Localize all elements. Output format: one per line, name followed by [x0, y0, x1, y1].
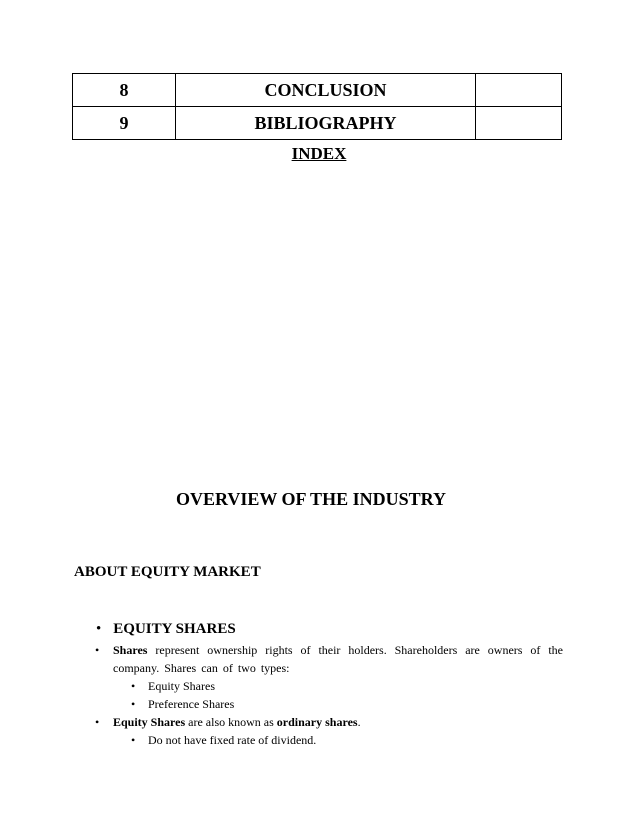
list-item — [131, 677, 215, 695]
equity-shares-mid-text: are also known as — [185, 715, 277, 729]
dividend-note: Do not have fixed rate of dividend. — [148, 733, 317, 747]
list-item — [131, 731, 317, 749]
toc-page — [476, 74, 562, 107]
equity-shares-end-text: . — [357, 715, 361, 729]
shares-description: represent ownership rights of their holders. Shareholders are owners of the company. Shares can of two types: — [113, 643, 563, 675]
bullet-icon: • — [131, 679, 136, 693]
list-item — [131, 695, 235, 713]
toc-row — [73, 107, 562, 140]
bullet-icon: • — [95, 643, 100, 657]
equity-shares-heading — [96, 621, 236, 638]
toc-row — [73, 74, 562, 107]
shares-paragraph — [95, 641, 563, 677]
toc-table — [72, 73, 562, 140]
bullet-icon: • — [131, 733, 136, 747]
toc-number: 9 — [73, 107, 176, 140]
toc-title: CONCLUSION — [176, 74, 476, 107]
bullet-icon: • — [95, 715, 100, 729]
section-subtitle: ABOUT EQUITY MARKET — [74, 564, 261, 580]
equity-shares-term: Equity Shares — [113, 715, 186, 729]
share-type-label: Equity Shares — [148, 679, 215, 693]
ordinary-shares-term: ordinary shares — [276, 715, 358, 729]
equity-shares-heading-text: EQUITY SHARES — [113, 621, 236, 637]
toc-page — [476, 107, 562, 140]
index-label-text: INDEX — [291, 144, 347, 163]
section-title: OVERVIEW OF THE INDUSTRY — [176, 489, 446, 509]
share-type-label: Preference Shares — [148, 697, 235, 711]
index-label — [0, 144, 638, 164]
toc-number: 8 — [73, 74, 176, 107]
bullet-icon: • — [96, 621, 102, 637]
bullet-icon: • — [131, 697, 136, 711]
shares-term: Shares — [113, 643, 148, 657]
toc-title: BIBLIOGRAPHY — [176, 107, 476, 140]
equity-shares-paragraph — [95, 713, 361, 731]
